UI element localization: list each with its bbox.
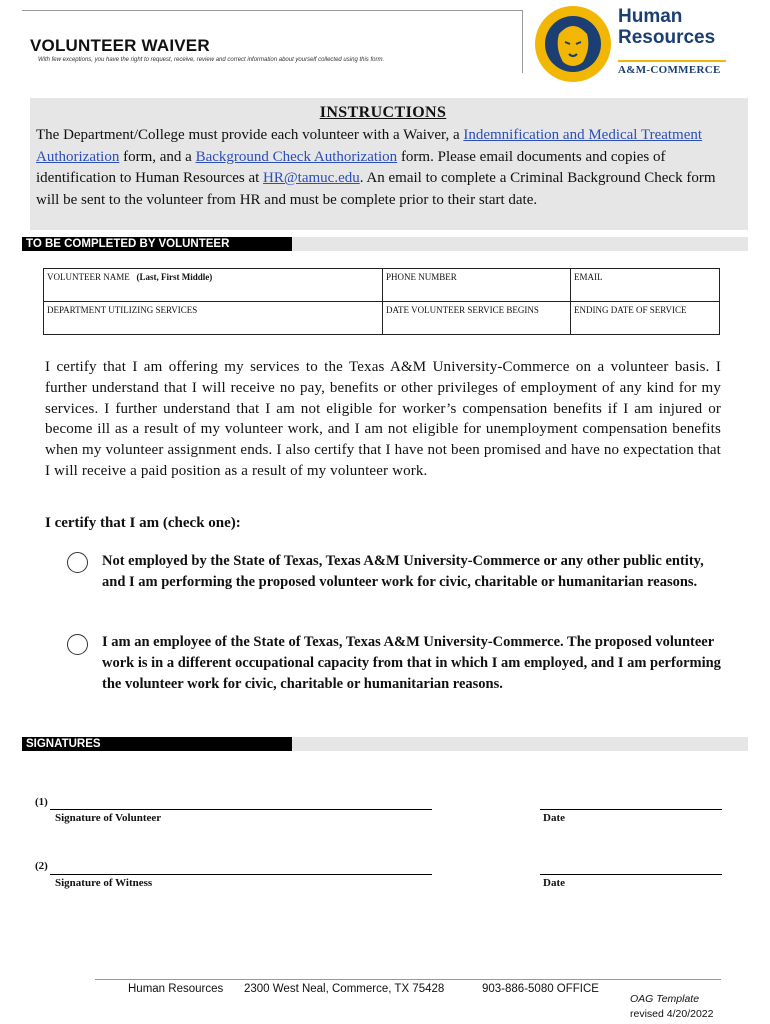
department-label: DEPARTMENT UTILIZING SERVICES [47, 305, 198, 315]
revised-date: revised 4/20/2022 [630, 1008, 714, 1020]
volunteer-section-bar: TO BE COMPLETED BY VOLUNTEER [22, 237, 292, 251]
service-end-field[interactable] [571, 302, 720, 335]
volunteer-signature-label: Signature of Volunteer [55, 812, 162, 824]
volunteer-date-label: Date [543, 812, 565, 824]
footer-address: 2300 West Neal, Commerce, TX 75428 [244, 983, 445, 995]
check-one-prompt: I certify that I am (check one): [45, 515, 241, 531]
volunteer-info-table [43, 268, 720, 335]
name-format-label: (Last, First Middle) [136, 272, 213, 282]
instructions-title: INSTRUCTIONS [319, 104, 447, 121]
instructions-text [36, 125, 736, 211]
instructions-text-1: The Department/College must provide each volunteer with a Waiver, a [36, 127, 464, 143]
footer-rule [95, 979, 721, 980]
signature-2-number: (2) [35, 860, 48, 872]
background-check-link[interactable]: Background Check Authorization [195, 148, 398, 165]
instructions-text-4: . An email to complete a Criminal Background Check form will be sent to the volunteer from HR and must be complete prior to their start date. [36, 170, 716, 208]
witness-date-line[interactable] [540, 874, 722, 875]
signature-1-number: (1) [35, 796, 48, 808]
volunteer-name-label: VOLUNTEER NAME [47, 272, 130, 282]
phone-field[interactable] [383, 269, 571, 302]
department-field[interactable] [44, 302, 383, 335]
certification-paragraph: I certify that I am offering my services to the Texas A&M University-Commerce on a volunteer basis. I further understand that I will receive no pay, benefits or other privileges of employment of any kind for my services. I further understand that I am not eligible for worker’s compensation benefits if I am injured or become ill as a result of my volunteer work, and I am not eligible for unemployment compensation benefits when my volunteer assignment ends. I also certify that I have not been promised and have no expectation that I will receive a paid position as a result of my volunteer work. [45, 359, 721, 479]
witness-signature-label: Signature of Witness [55, 877, 153, 889]
footer-department: Human Resources [128, 983, 224, 995]
instructions-text-2: form, and a [119, 148, 196, 165]
option-1-text: Not employed by the State of Texas, Texas A&M University-Commerce or any other public entity, and I am performing the proposed volunteer work for civic, charitable or humanitarian reasons. [102, 553, 704, 590]
option-1-radio[interactable] [67, 552, 88, 573]
service-begins-label: DATE VOLUNTEER SERVICE BEGINS [386, 305, 539, 315]
instructions-text-3: form. Please email documents and copies of identification to Human Resources at [36, 148, 666, 186]
hr-email-link[interactable]: HR@tamuc.edu [263, 170, 360, 186]
lion-logo-icon [533, 4, 613, 84]
form-subtitle: With few exceptions, you have the right to request, receive, review and correct information about yourself collected using this form. [38, 57, 385, 63]
option-2-text: I am an employee of the State of Texas, Texas A&M University-Commerce. The proposed volunteer work is in a different occupational capacity from that in which I am employed, and I am performing the volunteer work for civic, charitable or humanitarian reasons. [102, 634, 721, 692]
logo-line-3: A&M-COMMERCE [618, 64, 721, 76]
indemnification-link[interactable]: Indemnification and Medical Treatment Authorization [36, 127, 703, 165]
email-label: EMAIL [574, 272, 603, 282]
volunteer-signature-line[interactable] [50, 809, 432, 810]
logo-wordmark [618, 6, 715, 48]
logo-divider [618, 60, 726, 62]
volunteer-date-line[interactable] [540, 809, 722, 810]
logo-line-2: Resources [618, 27, 716, 48]
phone-label: PHONE NUMBER [386, 272, 457, 282]
witness-date-label: Date [543, 877, 565, 889]
template-label: OAG Template [630, 993, 700, 1005]
service-begins-field[interactable] [383, 302, 571, 335]
signatures-bar: SIGNATURES [22, 737, 292, 751]
form-title: VOLUNTEER WAIVER [30, 36, 210, 55]
witness-signature-line[interactable] [50, 874, 432, 875]
footer-phone: 903-886-5080 OFFICE [482, 983, 599, 995]
volunteer-name-field[interactable] [44, 269, 383, 302]
email-field[interactable] [571, 269, 720, 302]
service-end-label: ENDING DATE OF SERVICE [574, 305, 687, 315]
option-2-radio[interactable] [67, 634, 88, 655]
logo-line-1: Human [618, 6, 683, 27]
